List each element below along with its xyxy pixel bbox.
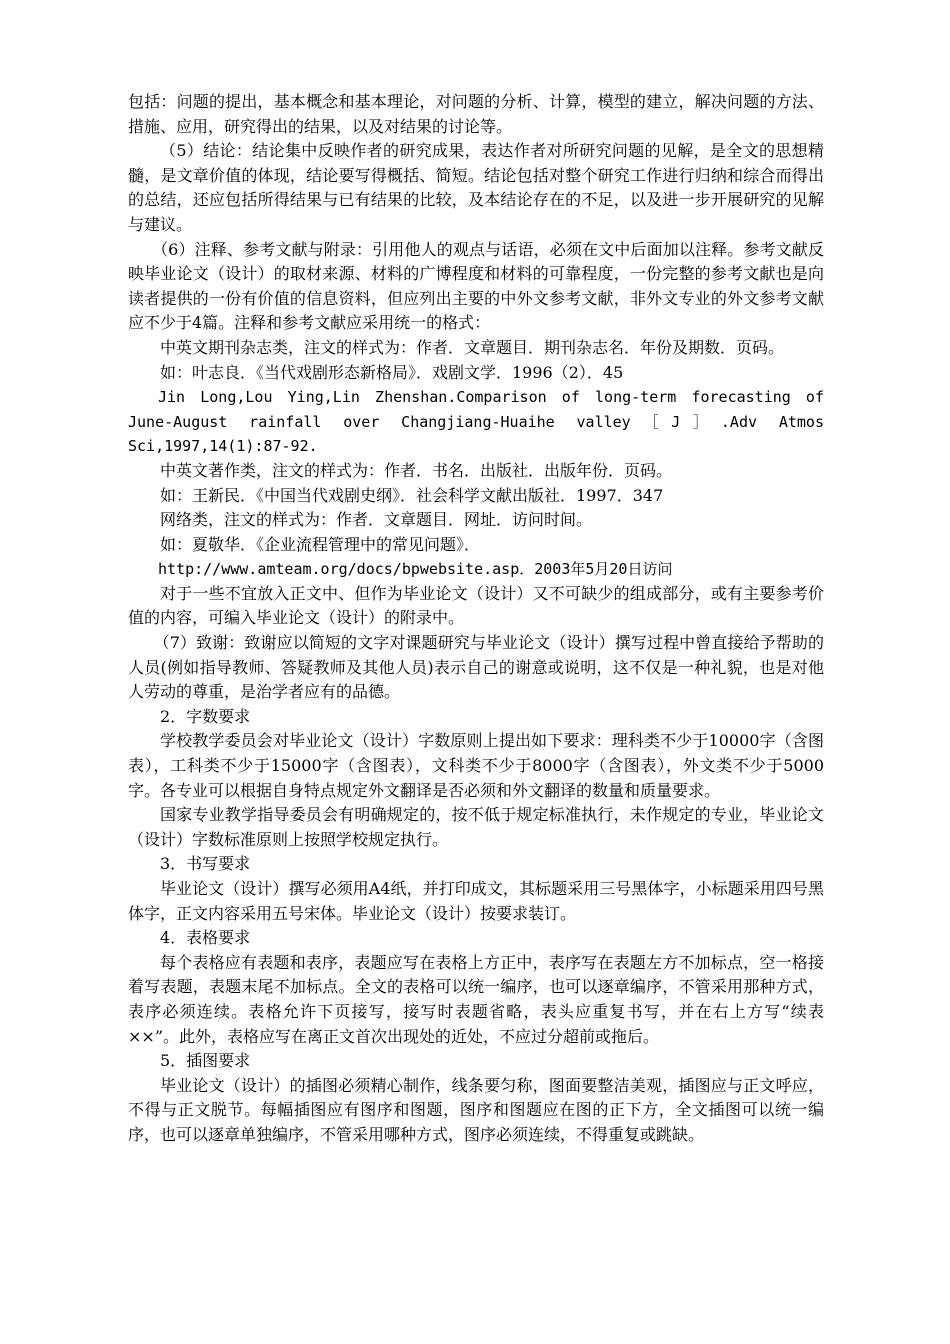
paragraph-writing: 毕业论文（设计）撰写必须用A4纸，并打印成文，其标题采用三号黑体字，小标题采用四号黑体字，正文内容采用五号宋体。毕业论文（设计）按要求装订。 <box>128 879 824 923</box>
paragraph-english-journal-example: Jin Long,Lou Ying,Lin Zhenshan.Comparison of long-term forecasting of June-August rainfall over Changjiang-Huaihe valley［J］.Adv Atmos Sci,1997,14(1):87-92. <box>128 388 824 456</box>
paragraph-web-format: 网络类，注文的样式为：作者．文章题目．网址．访问时间。 <box>160 510 593 530</box>
paragraph-book-example: 如：王新民．《中国当代戏剧史纲》．社会科学文献出版社．1997．347 <box>160 485 664 505</box>
paragraph-tables: 每个表格应有表题和表序，表题应写在表格上方正中，表序写在表题左方不加标点，空一格接着写表题，表题末尾不加标点。全文的表格可以统一编序，也可以逐章编序，不管采用那种方式，表序必须连续。表格允许下页接写，接写时表题省略，表头应重复书写，并在右上方写“续表××”。此外，表格应写在离正文首次出现处的近处，不应过分超前或拖后。 <box>128 952 824 1046</box>
paragraph-journal-example: 如：叶志良．《当代戏剧形态新格局》．戏剧文学．1996（2）．45 <box>160 362 624 382</box>
paragraph-web-url: http://www.amteam.org/docs/bpwebsite.asp．2003年5月20日访问 <box>158 560 673 579</box>
paragraph-journal-format: 中英文期刊杂志类，注文的样式为：作者．文章题目．期刊杂志名．年份及期数．页码。 <box>160 337 785 357</box>
paragraph-appendix: 对于一些不宜放入正文中、但作为毕业论文（设计）又不可缺少的组成部分，或有主要参考价值的内容，可编入毕业论文（设计）的附录中。 <box>128 583 824 628</box>
paragraph-intro-continued: 包括：问题的提出，基本概念和基本理论，对问题的分析、计算，模型的建立，解决问题的方法、措施、应用，研究得出的结果，以及对结果的讨论等。 <box>128 92 824 136</box>
paragraph-acknowledgement: （7）致谢：致谢应以简短的文字对课题研究与毕业论文（设计）撰写过程中曾直接给予帮助的人员(例如指导教师、答疑教师及其他人员)表示自己的谢意或说明，这不仅是一种礼貌，也是对他人劳动的尊重，是治学者应有的品德。 <box>128 633 824 702</box>
paragraph-notes-references: （6）注释、参考文献与附录：引用他人的观点与话语，必须在文中后面加以注释。参考文献反映毕业论文（设计）的取材来源、材料的广博程度和材料的可靠程度，一份完整的参考文献也是向读者提供的一份有价值的信息资料，但应列出主要的中外文参考文献，非外文专业的外文参考文献应不少于4篇。注释和参考文献应采用统一的格式： <box>128 239 824 333</box>
paragraph-word-count-standard: 国家专业教学指导委员会有明确规定的，按不低于规定标准执行，未作规定的专业，毕业论文（设计）字数标准原则上按照学校规定执行。 <box>128 805 824 849</box>
heading-tables: 4．表格要求 <box>160 928 251 948</box>
paragraph-web-example: 如：夏敬华．《企业流程管理中的常见问题》． <box>160 534 481 554</box>
heading-figures: 5．插图要求 <box>160 1051 251 1071</box>
heading-word-count: 2．字数要求 <box>160 706 251 726</box>
paragraph-figures: 毕业论文（设计）的插图必须精心制作，线条要匀称，图面要整洁美观，插图应与正文呼应，不得与正文脱节。每幅插图应有图序和图题，图序和图题应在图的正下方，全文插图可以统一编序，也可以逐章单独编序，不管采用哪种方式，图序必须连续，不得重复或跳缺。 <box>128 1075 824 1144</box>
heading-writing: 3．书写要求 <box>160 854 251 874</box>
document-page <box>128 90 824 1148</box>
paragraph-word-count: 学校教学委员会对毕业论文（设计）字数原则上提出如下要求：理科类不少于10000字（含图表），工科类不少于15000字（含图表），文科类不少于8000字（含图表），外文类不少于5000字。各专业可以根据自身特点规定外文翻译是否必须和外文翻译的数量和质量要求。 <box>128 731 824 800</box>
paragraph-book-format: 中英文著作类，注文的样式为：作者．书名．出版社．出版年份．页码。 <box>160 460 673 480</box>
paragraph-conclusion: （5）结论：结论集中反映作者的研究成果，表达作者对所研究问题的见解，是全文的思想精髓，是文章价值的体现，结论要写得概括、简短。结论包括对整个研究工作进行归纳和综合而得出的总结，还应包括所得结果与已有结果的比较，及本结论存在的不足，以及进一步开展研究的见解与建议。 <box>128 141 824 234</box>
